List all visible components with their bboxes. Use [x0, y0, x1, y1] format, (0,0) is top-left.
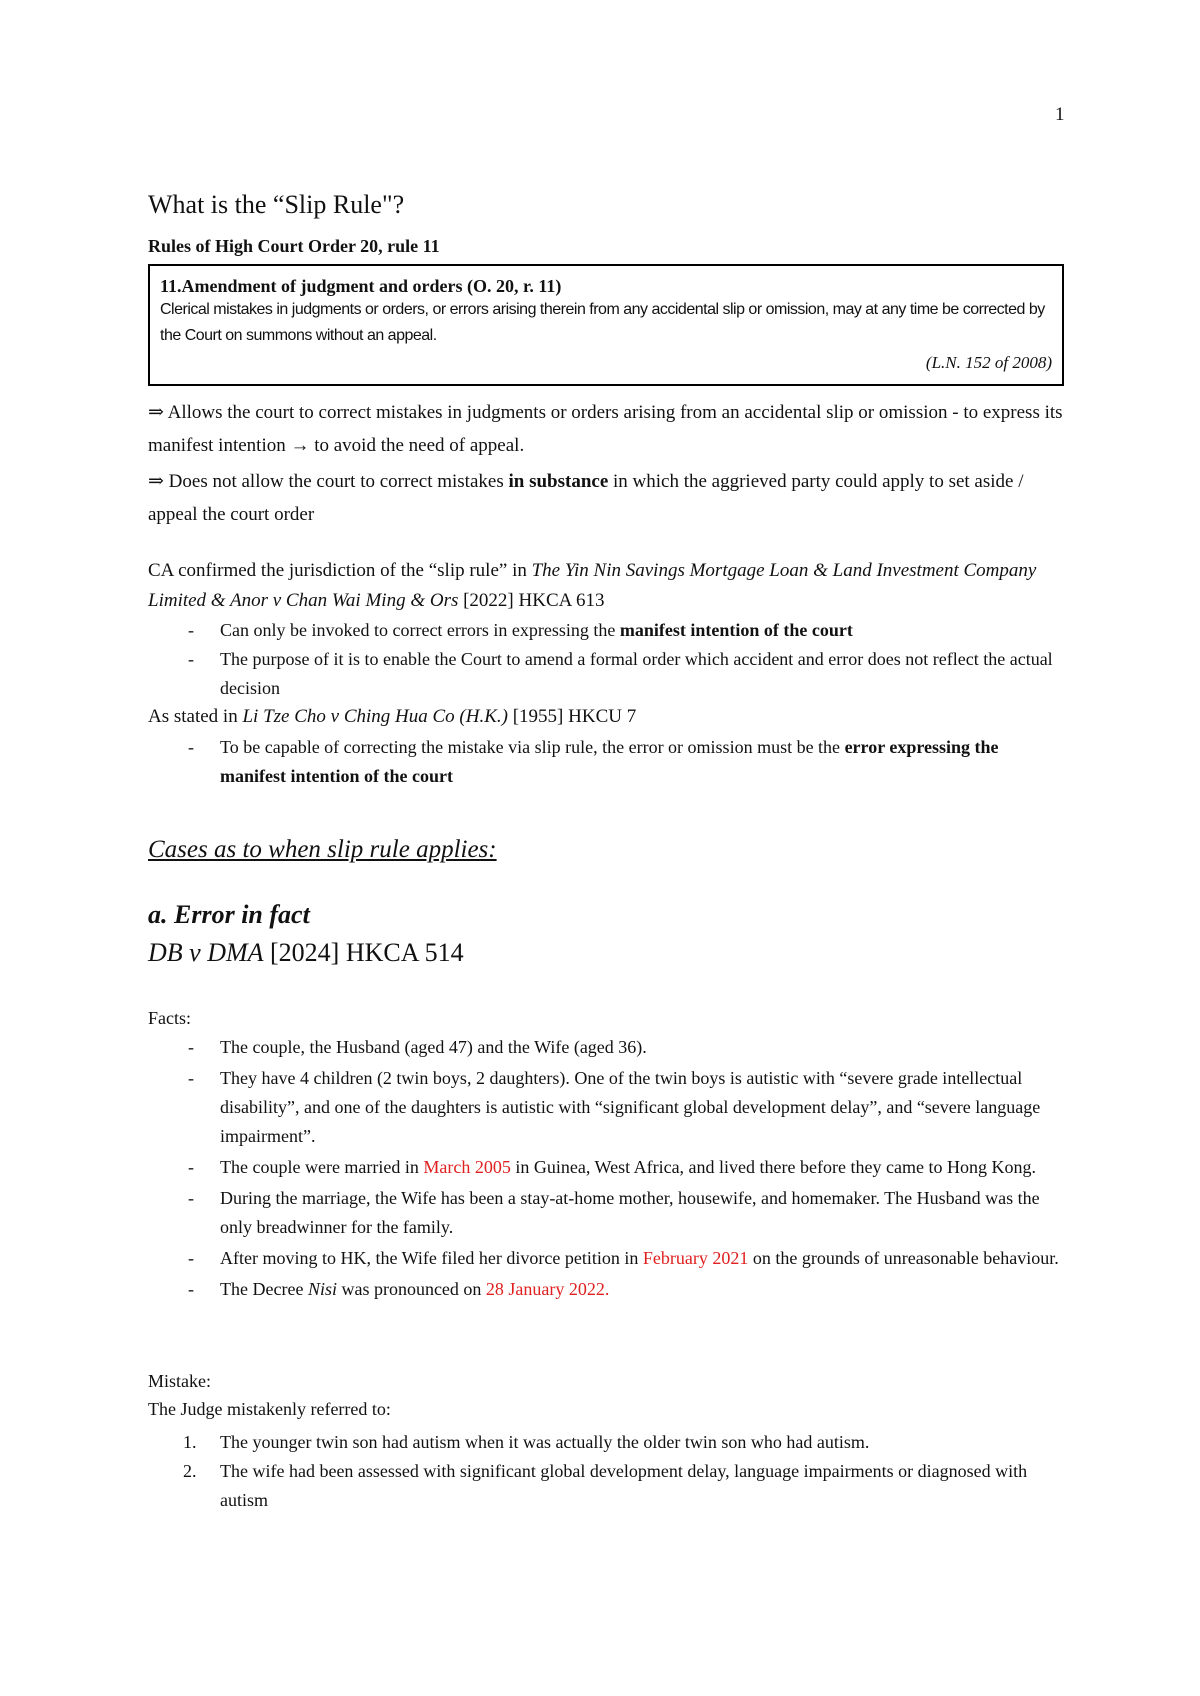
facts-list	[148, 1033, 1068, 1306]
list-item: - They have 4 children (2 twin boys, 2 daughters). One of the twin boys is autistic with “severe grade intellectual disability”, and one of the daughters is autistic with “significant global development delay”, and “severe language impairment”.	[148, 1064, 1068, 1151]
statute-box	[148, 264, 1064, 386]
li-case-intro: As stated in Li Tze Cho v Ching Hua Co (H.K.) [1955] HKCU 7	[148, 706, 637, 727]
list-item: - The Decree Nisi was pronounced on 28 January 2022.	[148, 1275, 1068, 1304]
page-number: 1	[1055, 104, 1065, 125]
case-name: The Yin Nin Savings Mortgage Loan & Land Investment Company Limited & Anor v Chan Wai Ming & Ors	[148, 560, 1037, 611]
list-item: - Can only be invoked to correct errors in expressing the manifest intention of the court	[148, 616, 1068, 645]
highlight-date: March 2005	[423, 1157, 511, 1177]
ca-case-intro: CA confirmed the jurisdiction of the “slip rule” in The Yin Nin Savings Mortgage Loan & Land Investment Company Limited & Anor v Chan Wai Ming & Ors [2022] HKCA 613	[148, 560, 1037, 611]
mistake-intro: The Judge mistakenly referred to:	[148, 1399, 391, 1419]
list-item: - After moving to HK, the Wife filed her divorce petition in February 2021 on the grounds of unreasonable behaviour.	[148, 1244, 1068, 1273]
list-item: - During the marriage, the Wife has been a stay-at-home mother, housewife, and homemaker. The Husband was the only breadwinner for the family.	[148, 1184, 1068, 1242]
case-name: Li Tze Cho v Ching Hua Co (H.K.)	[242, 706, 508, 727]
sub-heading: a. Error in fact	[148, 900, 310, 929]
highlight-date: February 2021	[642, 1248, 749, 1268]
case-citation: [2022] HKCA 613	[458, 590, 605, 611]
point-allows: ⇒ Allows the court to correct mistakes in judgments or orders arising from an accidental slip or omission - to express its manifest intention → to avoid the need of appeal.	[148, 402, 1063, 456]
list-item: - The couple were married in March 2005 in Guinea, West Africa, and lived there before they came to Hong Kong.	[148, 1153, 1068, 1182]
db-case-title: DB v DMA [2024] HKCA 514	[148, 938, 464, 967]
statute-subtitle: Rules of High Court Order 20, rule 11	[148, 236, 440, 256]
list-item: - To be capable of correcting the mistake via slip rule, the error or omission must be the error expressing the manifest intention of the court	[148, 733, 1068, 791]
list-item: 1. The younger twin son had autism when it was actually the older twin son who had autism.	[183, 1432, 870, 1452]
case-citation: [1955] HKCU 7	[507, 706, 637, 727]
statute-text: Clerical mistakes in judgments or orders, or errors arising therein from any accidental slip or omission, may at any time be corrected by the Court on summons without an appeal.	[160, 301, 1045, 344]
point-does-not-allow: ⇒ Does not allow the court to correct mistakes in substance in which the aggrieved party could apply to set aside / appeal the court order	[148, 471, 1024, 525]
li-case-bullets	[148, 733, 1068, 791]
ca-case-bullets	[148, 616, 1068, 703]
section-heading: Cases as to when slip rule applies:	[148, 836, 497, 863]
statute-reference: (L.N. 152 of 2008)	[925, 353, 1052, 372]
list-item: 2. The wife had been assessed with significant global development delay, language impairments or diagnosed with autism	[183, 1461, 1028, 1510]
facts-label: Facts:	[148, 1008, 191, 1028]
highlight-date: 28 January 2022	[485, 1279, 605, 1299]
page-title: What is the “Slip Rule"?	[148, 190, 405, 219]
mistake-list	[148, 1428, 1068, 1515]
list-item: - The purpose of it is to enable the Court to amend a formal order which accident and error does not reflect the actual decision	[148, 645, 1068, 703]
mistake-label: Mistake:	[148, 1371, 211, 1391]
list-item: - The couple, the Husband (aged 47) and the Wife (aged 36).	[148, 1033, 1068, 1062]
statute-heading: 11.Amendment of judgment and orders (O. 20, r. 11)	[160, 276, 562, 296]
emphasis-in-substance: in substance	[508, 471, 609, 492]
